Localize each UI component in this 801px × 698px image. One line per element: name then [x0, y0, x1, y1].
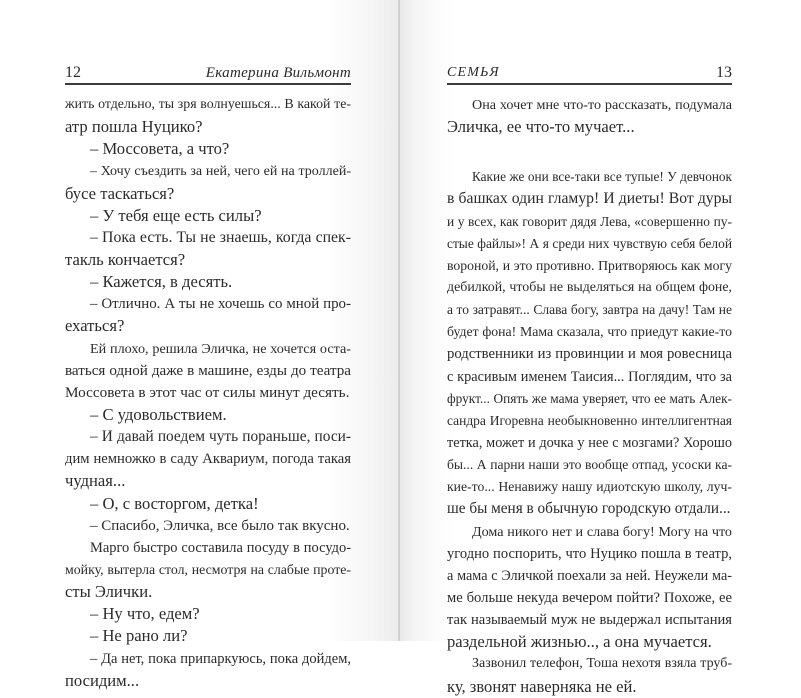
left-page	[0, 0, 398, 690]
text-line: дебилкой, чтобы не выделяться на общем фоне,	[447, 279, 732, 295]
right-running-head	[447, 60, 732, 85]
text-line: сты Элички.	[65, 582, 153, 602]
page-number-right: 13	[716, 64, 732, 81]
text-line: с красивым именем Таисия... Поглядим, что за	[447, 368, 732, 385]
text-line: ше бы меня в обычную городскую отдали...	[447, 500, 731, 518]
text-line: бусе таскаться?	[65, 183, 175, 203]
text-line: посидим...	[65, 670, 140, 690]
text-line: чудная...	[65, 471, 126, 491]
text-line: в башках один гламур! И диеты! Вот дуры	[447, 190, 732, 208]
text-line: – Отлично. А ты не хочешь со мной про-	[90, 296, 351, 313]
section-title-header: СЕМЬЯ	[447, 65, 500, 80]
text-line: – Да нет, пока припаркуюсь, пока дойдем,	[90, 650, 351, 667]
text-line: ку, звонят наверняка не ей.	[447, 676, 637, 696]
text-line: ме больше некуда вечером пойти? Похоже, ее	[447, 589, 732, 606]
text-line: вороной, и это противно. Притворяюсь как могу	[447, 257, 732, 273]
text-line: так называемый муж не выдержал испытания	[447, 612, 732, 629]
text-line: ваться одной даже в машине, езды до театра	[65, 362, 351, 379]
text-line: Какие же они все-таки все тупые! У девчонок	[472, 169, 732, 185]
text-line: – О, с восторгом, детка!	[90, 493, 259, 513]
text-line: угодно поспорить, что Нуцико пошла в театр,	[447, 545, 732, 562]
text-line: Дома никого нет и слава богу! Могу на что	[472, 523, 732, 540]
text-line: родственники из провинции и моя ровесница	[447, 346, 732, 363]
text-line: – С удовольствием.	[90, 404, 227, 424]
text-line: – Спасибо, Эличка, все было так вкусно.	[90, 517, 350, 534]
text-line: стые файлы»! А я среди них чувствую себя белой	[447, 235, 732, 251]
text-line: Моссовета в этот час от силы минут десять.	[65, 383, 350, 401]
text-line: такль кончается?	[65, 249, 186, 269]
right-page-paragraph-intro	[447, 94, 732, 138]
author-name-header: Екатерина Вильмонт	[205, 65, 351, 81]
page-number-left: 12	[65, 64, 81, 81]
text-line: будет фона! Мама сказала, что приедут какие-то	[447, 324, 732, 340]
section-break-gap	[447, 138, 732, 166]
text-line: жить отдельно, ты зря волнуешься... В какой те-	[65, 97, 351, 112]
text-line: Она хочет мне что-то рассказать, подумала	[472, 97, 732, 113]
text-line: Ей плохо, решила Эличка, не хочется оста-	[90, 340, 351, 357]
text-line: – Моссовета, а что?	[90, 139, 230, 159]
right-page-paragraph-main	[447, 166, 732, 697]
text-line: и у всех, как говорит дядя Лева, «совершенно пу-	[447, 213, 732, 229]
text-line: атр пошла Нуцико?	[65, 117, 203, 137]
text-line: Зазвонил телефон, Тоша нехотя взяла труб-	[472, 656, 732, 672]
text-line: мойку, вытерла стол, несмотря на слабые проте-	[65, 561, 351, 577]
text-line: – И давай поедем чуть пораньше, поси-	[90, 428, 351, 446]
right-page	[400, 0, 801, 696]
text-line: кие-то... Ненавижу нашу идиотскую школу, луч-	[447, 479, 732, 495]
left-running-head	[65, 60, 351, 85]
text-line: а мама с Эличкой поехали за ней. Неужели ма-	[447, 567, 732, 584]
text-line: Эличка, ее что-то мучает...	[447, 117, 635, 137]
text-line: дим немножко в саду Аквариум, погода такая	[65, 451, 351, 468]
text-line: сандра Игоревна необыкновенно интеллигентная	[447, 412, 732, 428]
text-line: раздельной жизнью.., а она мучается.	[447, 632, 712, 652]
right-page-body-text	[447, 94, 732, 698]
text-line: – Кажется, в десять.	[90, 272, 233, 292]
text-line: – Пока есть. Ты не знаешь, когда спек-	[90, 228, 351, 246]
text-line: – У тебя еще есть силы?	[90, 205, 262, 225]
text-line: тетка, может и дочка у нее с мозгами? Хорошо	[447, 434, 732, 451]
text-line: фрукт... Опять же мама уверяет, что ее мать Алек-	[447, 390, 732, 406]
left-page-body-text	[65, 94, 351, 692]
text-line: – Хочу съездить за ней, чего ей на троллей-	[90, 163, 351, 180]
text-line: бы... А парни наши это вообще отпад, усоски ка-	[447, 457, 732, 473]
text-line: – Ну что, едем?	[90, 604, 200, 624]
text-line: а то затравят... Слава богу, завтра на дачу! Там не	[447, 302, 732, 318]
text-line: ехаться?	[65, 316, 125, 336]
text-line: – Не рано ли?	[90, 626, 188, 646]
text-line: Марго быстро составила посуду в посудо-	[90, 539, 351, 556]
